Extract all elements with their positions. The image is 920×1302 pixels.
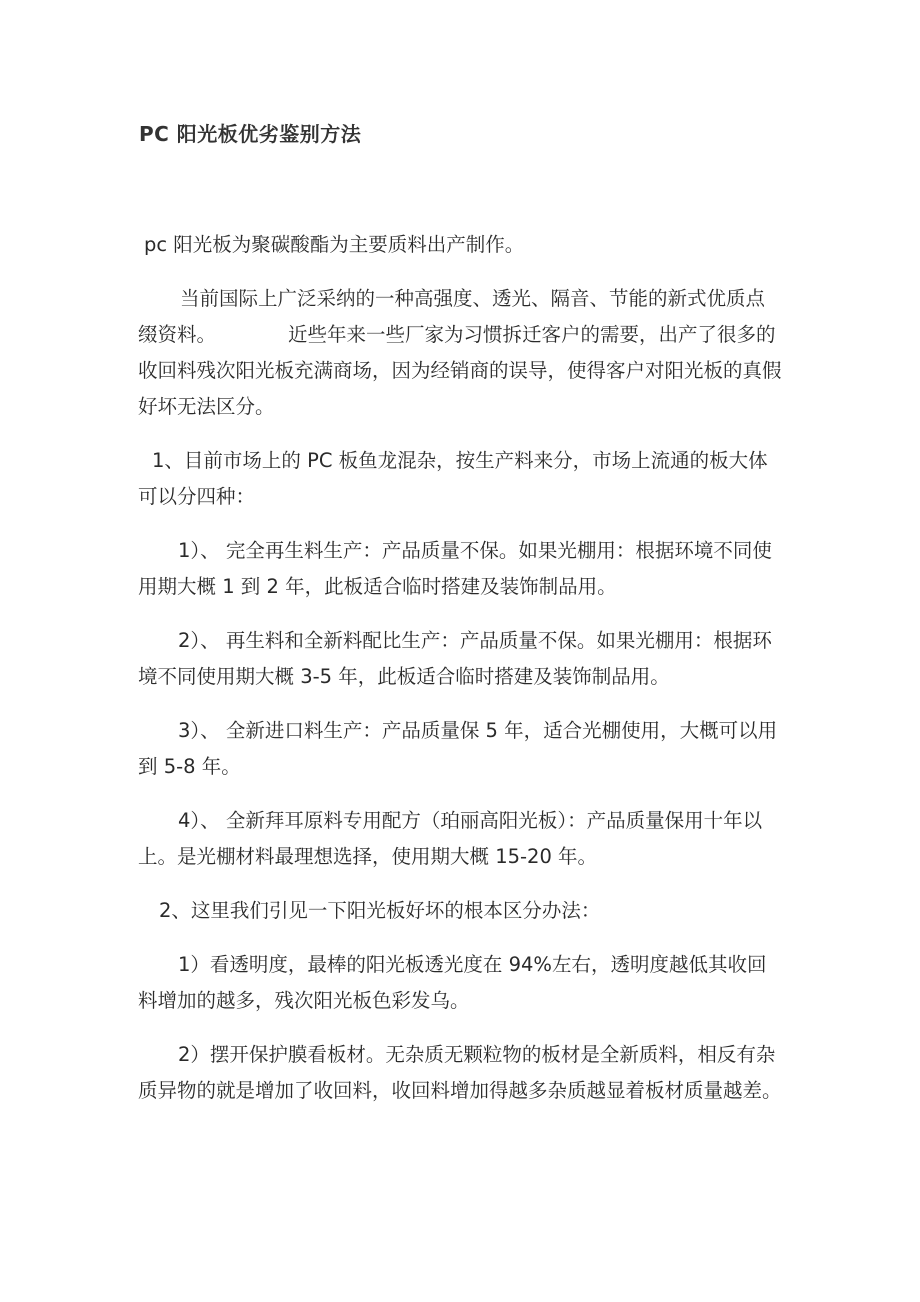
paragraph-intro: pc 阳光板为聚碳酸酯为主要质料出产制作。 [144,233,525,256]
document-body [138,227,783,1127]
paragraph-section-2: 2、这里我们引见一下阳光板好坏的根本区分办法： [159,899,601,922]
paragraph-background-sentence-2: 近些年来一些厂家为习惯拆迁客户的需要，出产了很多的收回料残次阳光板充满商场，因为经销商的误导，使得客户对阳光板的真假好坏无法区分。 [138,323,782,418]
list-item-type-4: 4）、 全新拜耳原料专用配方（珀丽高阳光板）：产品质量保用十年以上。是光棚材料最理想选择，使用期大概 15-20 年。 [138,809,763,868]
document-title: PC 阳光板优劣鉴别方法 [139,122,362,146]
list-item-type-1: 1）、 完全再生料生产：产品质量不保。如果光棚用：根据环境不同使用期大概 1 到 2 年，此板适合临时搭建及装饰制品用。 [138,539,772,598]
list-item-method-1: 1）看透明度，最棒的阳光板透光度在 94%左右，透明度越低其收回料增加的越多，残次阳光板色彩发乌。 [138,953,767,1012]
list-item-method-2: 2）摆开保护膜看板材。无杂质无颗粒物的板材是全新质料，相反有杂质异物的就是增加了收回料，收回料增加得越多杂质越显着板材质量越差。 [138,1043,782,1102]
paragraph-section-1: 1、目前市场上的 PC 板鱼龙混杂，按生产料来分，市场上流通的板大体可以分四种： [138,449,768,508]
paragraph-background-sentence-1: 当前国际上广泛采纳的一种高强度、透光、隔音、节能的新式优质点缀资料。 [138,287,766,346]
paragraph-background [138,281,783,425]
list-item-type-2: 2）、 再生料和全新料配比生产：产品质量不保。如果光棚用：根据环境不同使用期大概 3-5 年，此板适合临时搭建及装饰制品用。 [138,629,772,688]
list-item-type-3: 3）、 全新进口料生产：产品质量保 5 年，适合光棚使用，大概可以用到 5-8 年。 [138,719,778,778]
